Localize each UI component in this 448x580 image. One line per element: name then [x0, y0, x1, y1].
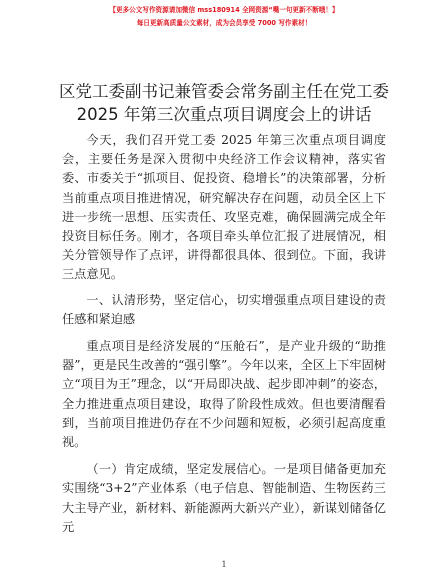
- document-body: [62, 131, 386, 537]
- promo-line-1: 【更多公文写作资源请加微信 mss180914 全网资源“嘴一句更新不断哦！】: [109, 6, 339, 14]
- page-number: 1: [221, 560, 227, 569]
- paragraph-subsection-1: （一）肯定成绩，坚定发展信心。一是项目储备更加充实围绕“3+2”产业体系（电子信息、智能制造、生物医药三大主导产业，新材料、新能源两大新兴产业），新谋划储备亿元: [62, 462, 386, 534]
- title-line-1: 区党工委副书记兼管委会常务副主任在党工委: [59, 82, 389, 101]
- section-heading-1: 一、认清形势，坚定信心，切实增强重点项目建设的责任感和紧迫感: [62, 292, 386, 326]
- document-title: [40, 80, 408, 126]
- title-line-2: 2025 年第三次重点项目调度会上的讲话: [76, 105, 372, 124]
- promo-banner: [0, 4, 448, 30]
- promo-line-2: 每日更新高质量公文素材，成为会员享受 7000 写作素材！: [136, 19, 312, 27]
- paragraph-section-1: 重点项目是经济发展的“压舱石”，是产业升级的“助推器”，更是民生改善的“强引擎”。今年以来，全区上下牢固树立“项目为王”理念，以“开局即决战、起步即冲刺”的姿态，全力推进重点项目建设，取得了阶段性成效。但也要清醒看到，当前项目推进仍存在不少问题和短板，必须引起高度重视。: [62, 339, 386, 450]
- paragraph-intro: 今天，我们召开党工委 2025 年第三次重点项目调度会，主要任务是深入贯彻中央经济工作会议精神，落实省委、市委关于“抓项目、促投资、稳增长”的决策部署，分析当前重点项目推进情况，研究解决存在问题，动员全区上下进一步统一思想、压实责任、攻坚克难，确保圆满完成全年投资目标任务。刚才，各项目牵头单位汇报了进展情况，相关分管领导作了点评，讲得都很具体、很到位。下面，我讲三点意见。: [62, 133, 386, 282]
